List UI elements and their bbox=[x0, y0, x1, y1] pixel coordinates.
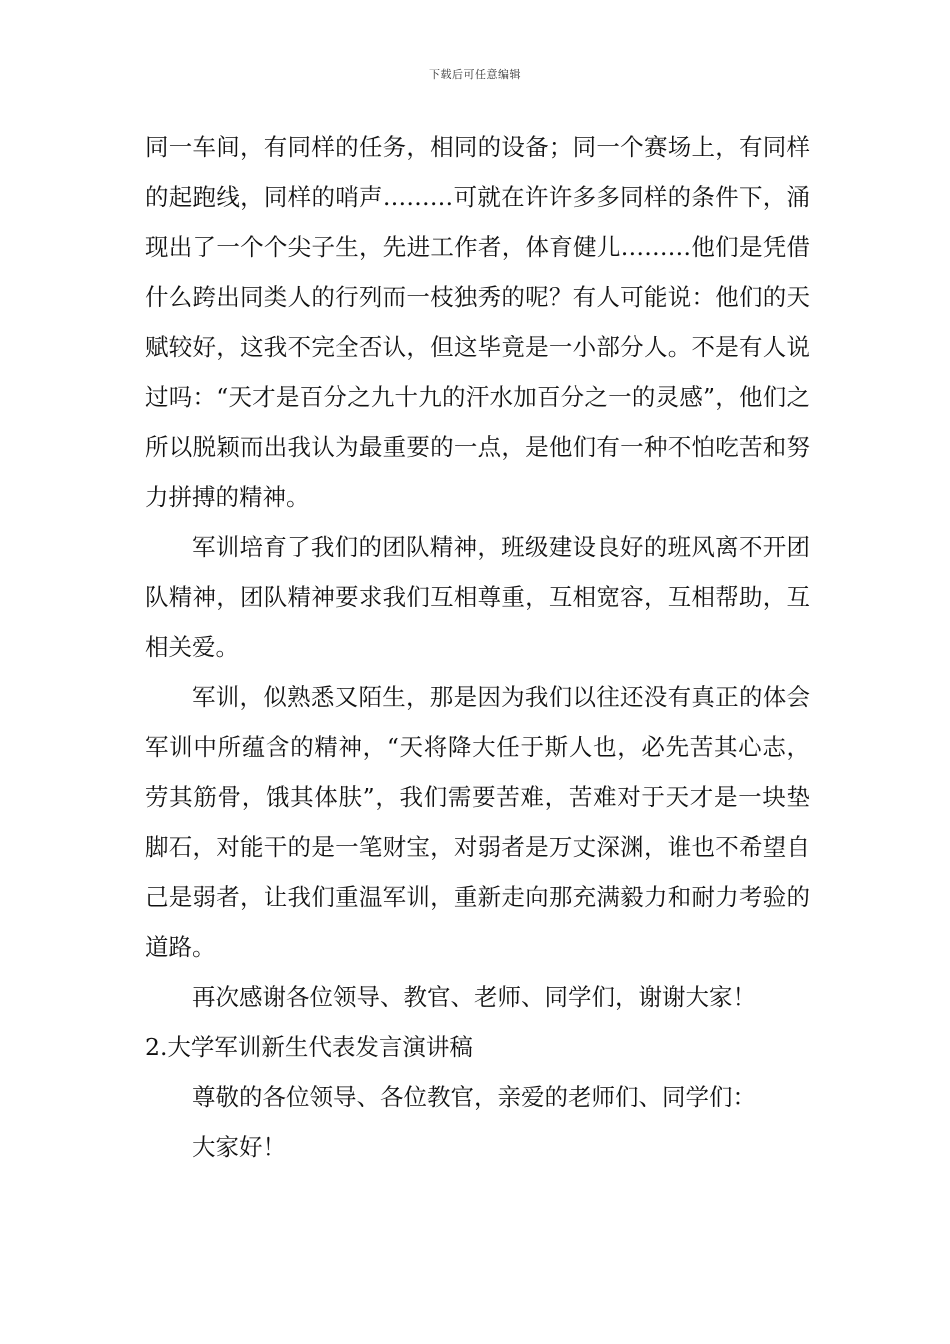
document-body bbox=[145, 122, 810, 1172]
section-heading: 2.大学军训新生代表发言演讲稿 bbox=[145, 1033, 473, 1061]
page-header: 下载后可任意编辑 bbox=[429, 68, 521, 81]
paragraph-team-spirit: 军训培育了我们的团队精神，班级建设良好的班风离不开团队精神，团队精神要求我们互相尊重，互相宽容，互相帮助，互相关爱。 bbox=[145, 533, 810, 661]
greeting-salutation: 尊敬的各位领导、各位教官，亲爱的老师们、同学们： bbox=[192, 1083, 756, 1111]
paragraph-military-training: 军训，似熟悉又陌生，那是因为我们以往还没有真正的体会军训中所蕴含的精神，“天将降大任于斯人也，必先苦其心志，劳其筋骨，饿其体肤”，我们需要苦难，苦难对于天才是一块垫脚石，对能干的是一笔财宝，对弱者是万丈深渊，谁也不希望自己是弱者，让我们重温军训，重新走向那充满毅力和耐力考验的道路。 bbox=[145, 683, 810, 961]
greeting-hello: 大家好！ bbox=[192, 1133, 286, 1161]
paragraph-continuation: 同一车间，有同样的任务，相同的设备；同一个赛场上，有同样的起跑线，同样的哨声………可就在许许多多同样的条件下，涌现出了一个个尖子生，先进工作者，体育健儿………他们是凭借什么跨出同类人的行列而一枝独秀的呢？有人可能说：他们的天赋较好，这我不完全否认，但这毕竟是一小部分人。不是有人说过吗：“天才是百分之九十九的汗水加百分之一的灵感”，他们之所以脱颖而出我认为最重要的一点，是他们有一种不怕吃苦和努力拼搏的精神。 bbox=[145, 133, 810, 511]
paragraph-thanks: 再次感谢各位领导、教官、老师、同学们，谢谢大家！ bbox=[192, 983, 756, 1011]
